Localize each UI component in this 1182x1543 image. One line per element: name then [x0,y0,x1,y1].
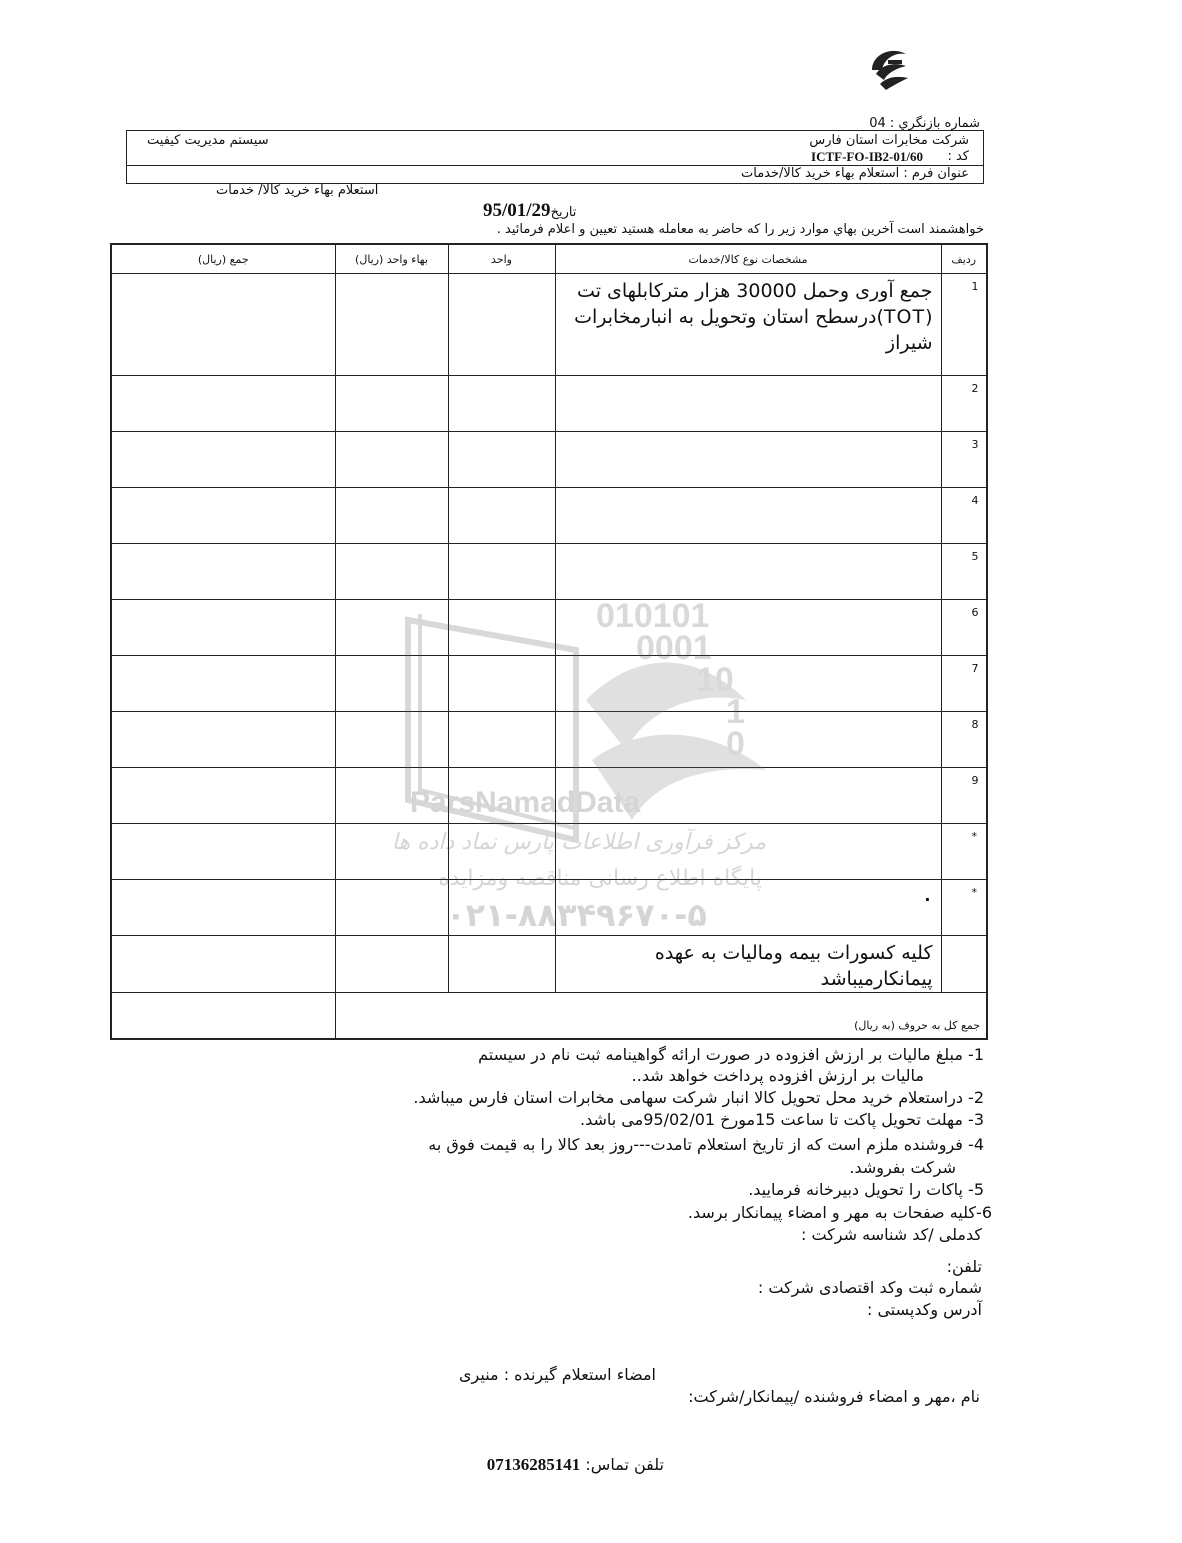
row-description [555,768,941,824]
row-total [111,656,335,712]
row-total [111,880,335,936]
row-description [555,656,941,712]
recipient-signature: امضاء استعلام گيرنده : منیری [459,1365,656,1384]
col-header-row: رديف [941,244,987,274]
form-title: عنوان فرم : استعلام بهاء خريد کالا/خدمات [741,166,969,181]
table-total-row [111,993,987,1039]
date-value: 95/01/29 [483,200,551,221]
col-header-unit-price: بهاء واحد (ریال) [335,244,448,274]
table-row [111,432,987,488]
phone-label: تلفن: [946,1257,982,1276]
row-description [555,712,941,768]
table-row [111,824,987,880]
company-logo-icon [862,40,916,94]
row-number: 5 [941,544,987,600]
row-total [111,936,335,993]
row-unit [448,432,555,488]
intro-text: خواهشمند است آخرين بهاي موارد زير را كه حاضر به معامله هستيد تعيين و اعلام فرمائيد . [496,222,984,237]
row-description [555,600,941,656]
address-label: آدرس وکدپستی : [866,1300,982,1319]
row-number: * [941,880,987,936]
row-unit [448,824,555,880]
table-row [111,488,987,544]
total-in-words-value [111,993,335,1039]
row-unit-price [335,488,448,544]
row-total [111,488,335,544]
row-number [941,936,987,993]
row-unit-price [335,656,448,712]
row-number: 4 [941,488,987,544]
date-line [483,200,576,222]
row-unit [448,488,555,544]
table-header-row [111,244,987,274]
row-description [555,824,941,880]
watermark-phone: ۰۲۱-۸۸۳۴۹۶۷۰-۵ [446,896,707,934]
contact-value: 07136285141 [486,1455,581,1474]
row-description [555,544,941,600]
row-total [111,712,335,768]
row-unit [448,544,555,600]
note-2: 2- دراستعلام خرید محل تحویل کالا انبار شرکت سهامی مخابرات استان فارس میباشد. [413,1088,984,1107]
contact-phone [487,1455,664,1475]
total-in-words-label: جمع کل به حروف (به ریال) [335,993,987,1039]
row-number: 8 [941,712,987,768]
table-row [111,376,987,432]
form-code-value: ICTF-FO-IB2-01/60 [811,149,923,164]
row-total [111,768,335,824]
row-unit-price [335,432,448,488]
row-unit [448,656,555,712]
table-row [111,600,987,656]
table-row [111,712,987,768]
watermark-brand: ParsNamadData [410,786,641,819]
row-unit [448,712,555,768]
row-number: 2 [941,376,987,432]
note-5: 5- پاکات را تحویل دبیرخانه فرمایید. [748,1180,984,1199]
note-1-cont: ماليات بر ارزش افزوده پرداخت خواهد شد.. [631,1066,924,1085]
watermark-digits: 010101 0001 10 1 0 [596,597,745,763]
col-header-desc: مشخصات نوع کالا/خدمات [555,244,941,274]
row-number: 1 [941,274,987,376]
contact-label: تلفن تماس: [585,1455,664,1474]
row-unit-price [335,600,448,656]
revision-number: شماره بازنگري : 04 [869,116,980,131]
row-unit [448,274,555,376]
row-unit [448,936,555,993]
table-row [111,880,987,936]
row-number: * [941,824,987,880]
row-total [111,600,335,656]
form-code-label: کد : [947,149,969,164]
table-row [111,768,987,824]
note-1: 1- مبلغ ماليات بر ارزش افزوده در صورت ارائه گواهينامه ثبت نام در سيستم [478,1045,984,1064]
row-unit [448,600,555,656]
form-subtitle: استعلام بهاء خريد کالا/ خدمات [216,183,379,198]
row-unit-price [335,824,448,880]
row-description [555,432,941,488]
row-total [111,432,335,488]
row-description: . [555,880,941,936]
row-number: 9 [941,768,987,824]
row-number: 6 [941,600,987,656]
row-number: 7 [941,656,987,712]
row-total [111,544,335,600]
note-4-cont: شرکت بفروشد. [849,1158,956,1177]
company-name: شرکت مخابرات استان فارس [809,133,969,148]
seller-signature: نام ،مهر و امضاء فروشنده /پيمانکار/شرکت: [688,1387,980,1406]
watermark-line1: مرکز فرآوری اطلاعات پارس نماد داده ها [391,830,766,855]
row-unit [448,768,555,824]
watermark-line2: پایگاه اطلاع رسانی مناقصه ومزایده [438,866,762,891]
row-unit-price [335,376,448,432]
items-table [110,243,988,1040]
row-unit-price [335,712,448,768]
row-description [555,488,941,544]
row-unit-price [335,768,448,824]
table-row [111,274,987,376]
table-row [111,544,987,600]
national-id-label: کدملی /کد شناسه شرکت : [800,1225,982,1244]
row-total [111,376,335,432]
row-total [111,824,335,880]
row-description [555,376,941,432]
row-total [111,274,335,376]
quality-system-label: سيستم مديريت کيفيت [147,133,269,148]
table-row [111,656,987,712]
row-unit-price [335,544,448,600]
row-unit [448,880,555,936]
note-6: 6-کلیه صفحات به مهر و امضاء پیمانکار برسد. [687,1203,992,1222]
row-unit-price [335,274,448,376]
note-3: 3- مهلت تحویل پاکت تا ساعت 15مورخ 95/02/01می باشد. [580,1110,984,1129]
row-description: کلیه کسورات بیمه ومالیات به عهده پیمانکارمیباشد [555,936,941,993]
table-row [111,936,987,993]
row-unit [448,376,555,432]
row-unit-price [335,936,448,993]
row-number: 3 [941,432,987,488]
note-4: 4- فروشنده ملزم است که از تاریخ استعلام تامدت---روز بعد کالا را به قیمت فوق به [428,1135,984,1154]
col-header-total: جمع (ریال) [111,244,335,274]
row-unit-price [335,880,448,936]
registration-label: شماره ثبت وکد اقتصادی شرکت : [757,1278,982,1297]
form-header-box [126,130,984,184]
col-header-unit: واحد [448,244,555,274]
row-description: جمع آوری وحمل 30000 هزار مترکابلهای تت (TOT)درسطح استان وتحویل به انبارمخابرات شیراز [555,274,941,376]
date-label: تاريخ [550,205,577,220]
